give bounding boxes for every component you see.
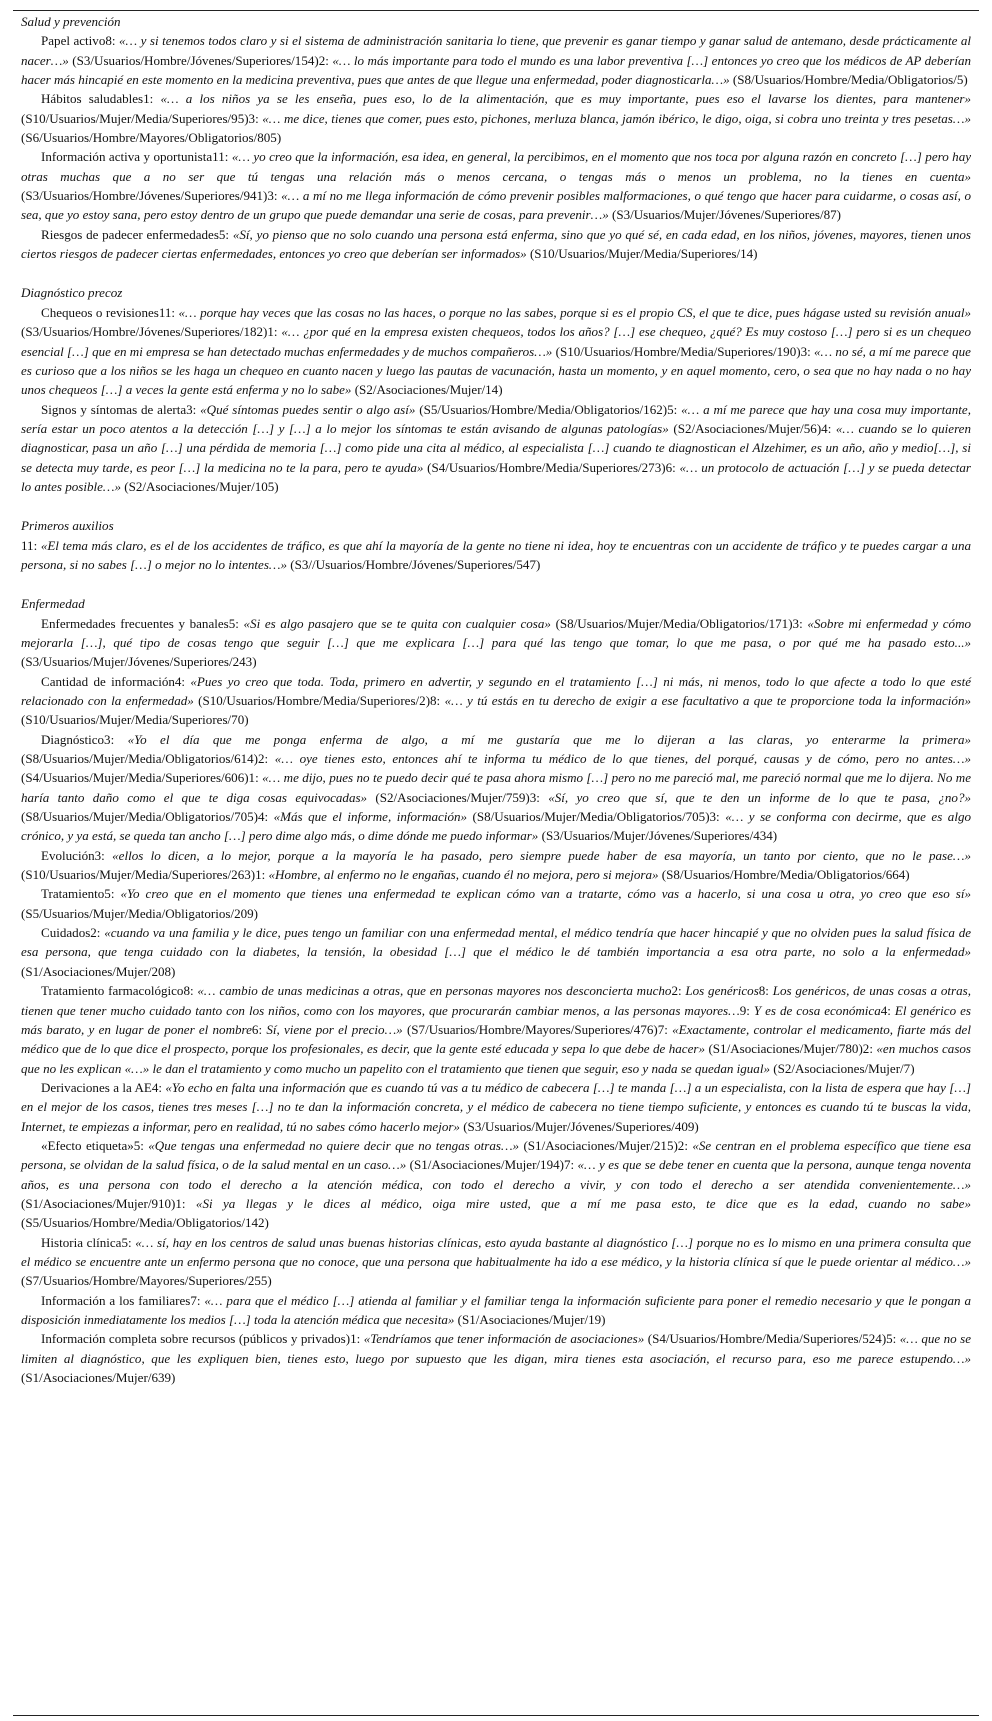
quote-text: «Sí, yo creo que sí, que te den un informe de lo que te pasa, ¿no?» bbox=[548, 789, 971, 805]
source-reference: (S8/Usuarios/Mujer/Media/Obligatorios/705)3: bbox=[467, 809, 726, 825]
source-reference: (S7/Usuarios/Hombre/Mayores/Superiores/476)7: bbox=[402, 1021, 673, 1037]
source-reference: (S3/Usuarios/Mujer/Jóvenes/Superiores/243) bbox=[21, 654, 257, 670]
category-label: Evolución3: bbox=[41, 847, 113, 863]
source-reference: (S3/Usuarios/Hombre/Jóvenes/Superiores/154)2: bbox=[68, 52, 333, 68]
category-label: 11: bbox=[21, 537, 41, 553]
section-heading: Salud y prevención bbox=[21, 14, 121, 29]
quote-text: «… a mí me parece que hay una cosa muy importante, sería estar un poco atentos a la detección […] y […] a lo mejor los síntomas te están avisando de algunas patologías» bbox=[21, 401, 971, 436]
quote-text: «Sí, yo pienso que no solo cuando una persona está enferma, sino que yo qué sé, en cada edad, en los niños, jóvenes, mayores, tienen unos ciertos riesgos de padecer ciertas enfermedades, entonces yo creo que deberían ser informados» bbox=[21, 226, 971, 262]
quote-text: «Hombre, al enfermo no le engañas, cuando él no mejora, pero si mejora» bbox=[268, 867, 659, 883]
entry-paragraph bbox=[21, 225, 971, 264]
entry-paragraph bbox=[21, 846, 971, 885]
source-reference: (S5/Usuarios/Hombre/Media/Obligatorios/142) bbox=[21, 1215, 269, 1231]
section-heading: Primeros auxilios bbox=[21, 518, 114, 534]
source-reference: (S1/Asociaciones/Mujer/194)7: bbox=[406, 1157, 578, 1173]
source-reference: (S2/Asociaciones/Mujer/14) bbox=[351, 382, 503, 398]
source-reference: (S1/Asociaciones/Mujer/19) bbox=[454, 1312, 606, 1327]
source-reference: (S3/Usuarios/Mujer/Jóvenes/Superiores/409) bbox=[459, 1118, 699, 1134]
source-reference: (S10/Usuarios/Hombre/Media/Superiores/2)8: bbox=[193, 693, 445, 708]
source-reference: (S1/Asociaciones/Mujer/639) bbox=[21, 1370, 176, 1386]
source-reference: (S3/Usuarios/Hombre/Jóvenes/Superiores/941)3: bbox=[21, 188, 282, 204]
table-body bbox=[21, 12, 971, 1387]
source-reference: (S2/Asociaciones/Mujer/759)3: bbox=[367, 789, 549, 805]
quote-text: «… lo más importante para todo el mundo es una labor preventiva […] entonces yo creo que los médicos de AP deberían hacer más hincapié en este momento en la medicina preventiva, pues que antes de que llegue una enfermedad, poder diagnosticarla…» bbox=[21, 52, 971, 88]
entry-paragraph bbox=[21, 31, 971, 89]
source-reference: (S4/Usuarios/Hombre/Media/Superiores/273)6: bbox=[423, 459, 680, 475]
section-heading: Enfermedad bbox=[21, 596, 85, 612]
quote-text: «… oye tienes esto, entonces ahí te informa tu médico de lo que tienes, del porqué, causas y de cómo, pero no antes…» bbox=[274, 751, 971, 767]
category-label: Cuidados2: bbox=[41, 925, 105, 941]
source-reference: (S4/Usuarios/Hombre/Media/Superiores/524)5: bbox=[644, 1331, 900, 1347]
quote-text: «… y tú estás en tu derecho de exigir a ese facultativo a que te proporcione toda la información» bbox=[444, 693, 971, 708]
quote-text: «… ¿por qué en la empresa existen chequeos, todos los años? […] ese chequeo, ¿qué? Es muy costoso […] pero si es un chequeo esencial […] que en mi empresa se han detectado muchas enfermedades y de muchos compañeros…» bbox=[21, 324, 971, 359]
entry-paragraph bbox=[21, 1078, 971, 1136]
quote-text: «… yo creo que la información, esa idea, en general, la percibimos, en el momento que nos toca por alguna razón en concreto […] pero hay otras muchas que a no ser que tú tengas una relación más o menos cercana, o tengas más o menos un problema, no la tienes en cuenta» bbox=[21, 149, 972, 184]
source-reference: (S5/Usuarios/Hombre/Media/Obligatorios/162)5: bbox=[415, 401, 682, 417]
source-reference: 6: bbox=[251, 1021, 267, 1037]
entry-paragraph bbox=[21, 1329, 971, 1387]
quote-text: «ellos lo dicen, a lo mejor, porque a la mayoría le ha pasado, pero siempre puede haber de esa mayoría, un tanto por ciento, que no le pase…» bbox=[112, 847, 971, 863]
quote-text: «Sobre mi enfermedad y cómo mejorarla […], qué tipo de cosas tengo que seguir […] que me explicara […] para qué las tengo que tomar, lo que me pasa, o por qué me ha pasado esto...» bbox=[21, 615, 972, 650]
quote-text: «Se centran en el problema específico que tiene esa persona, se olvidan de la salud física, o de la salud mental en un caso…» bbox=[21, 1137, 971, 1173]
source-reference: (S8/Usuarios/Mujer/Media/Obligatorios/614)2: bbox=[21, 751, 275, 767]
entry-paragraph bbox=[21, 1136, 971, 1233]
quote-text: «… que no se limiten al diagnóstico, que les expliquen bien, tienes esto, luego por supuesto que les digan, mira tienes esta asociación, el recurso para, eso me parece estupendo…» bbox=[21, 1331, 971, 1366]
source-reference: (S1/Asociaciones/Mujer/780)2: bbox=[704, 1041, 877, 1057]
quote-text: Los genéricos, de unas cosas a otras, tienen que tener mucho cuidado tanto con los niños, como con los mayores, que procurarán cambiar menos, a las personas mayores… bbox=[21, 983, 971, 1018]
table-bottom-rule bbox=[13, 1715, 979, 1716]
quote-text: «… y se conforma con decirme, que es algo crónico, y ya está, se queda tan ancho […] pero dime algo más, o dime dónde me puedo informar» bbox=[21, 809, 971, 844]
category-label: Papel activo8: bbox=[41, 33, 119, 49]
category-label: Diagnóstico3: bbox=[41, 731, 128, 747]
source-reference: (S8/Usuarios/Mujer/Media/Obligatorios/705)4: bbox=[21, 809, 274, 825]
quote-text: «Tendríamos que tener información de asociaciones» bbox=[363, 1331, 645, 1347]
source-reference: (S2/Asociaciones/Mujer/7) bbox=[769, 1060, 915, 1076]
entry-paragraph bbox=[21, 89, 971, 147]
quote-text: El genérico es más barato, y en lugar de poner el nombre bbox=[21, 1002, 971, 1037]
quote-text: «… me dice, tienes que comer, pues esto, pichones, merluza blanca, jamón ibérico, le digo, oiga, si cobra uno treinta y tres pesetas…» bbox=[262, 110, 971, 126]
table-top-rule bbox=[13, 10, 979, 11]
quote-text: Y es de cosa económica bbox=[753, 1002, 881, 1018]
category-label: «Efecto etiqueta»5: bbox=[41, 1137, 149, 1153]
quote-text: «… un protocolo de actuación […] y se pueda detectar lo antes posible…» bbox=[21, 459, 971, 494]
entry-paragraph bbox=[21, 981, 971, 1078]
source-reference: (S3/Usuarios/Hombre/Jóvenes/Superiores/182)1: bbox=[21, 324, 282, 340]
source-reference: (S1/Asociaciones/Mujer/208) bbox=[21, 963, 176, 979]
quote-text: «Yo echo en falta una información que es cuando tú vas a tu médico de cabecera […] te manda […] a un especialista, con la lista de espera que hay […] en el mejor de los casos, tienes tres meses […] no te dan la información concreta, y el médico de cabecera no tiene tiempo suficiente, y entonces es cuando tú te buscas la vida, Internet, te empiezas a informar, pero en realidad, tú no sabes cómo hacerlo mejor» bbox=[21, 1079, 971, 1134]
source-reference: (S2/Asociaciones/Mujer/105) bbox=[121, 478, 279, 494]
source-reference: (S8/Usuarios/Hombre/Media/Obligatorios/5) bbox=[729, 72, 968, 88]
quote-text: «Pues yo creo que toda. Toda, primero en advertir, y segundo en el tratamiento […] ni más, ni menos, todo lo que afecte a todo lo que esté relacionado con la enfermedad» bbox=[21, 673, 971, 708]
source-reference: (S10/Usuarios/Mujer/Media/Superiores/95)3: bbox=[21, 110, 263, 126]
section-spacer bbox=[21, 496, 971, 516]
quote-text: Los genéricos bbox=[685, 983, 759, 999]
quote-text: «Más que el informe, información» bbox=[273, 809, 468, 825]
source-reference: (S3/Usuarios/Mujer/Jóvenes/Superiores/434) bbox=[538, 828, 778, 844]
category-label: Información a los familiares7: bbox=[41, 1292, 205, 1308]
source-reference: (S5/Usuarios/Mujer/Media/Obligatorios/209) bbox=[21, 905, 258, 921]
quote-text: «Exactamente, controlar el medicamento, fiarte más del médico que de lo que dice el prospecto, porque los profesionales, es decir, que la gente esté educada y sepa lo que debe de hacer» bbox=[21, 1021, 971, 1057]
entry-paragraph bbox=[21, 730, 971, 846]
category-label: Cantidad de información4: bbox=[41, 673, 191, 689]
quote-text: «… cambio de unas medicinas a otras, que en personas mayores nos desconcierta mucho bbox=[197, 983, 672, 999]
category-label: Información activa y oportunista11: bbox=[41, 149, 232, 165]
category-label: Signos y síntomas de alerta3: bbox=[41, 401, 201, 417]
quote-text: «… cuando se lo quieren diagnosticar, pasa un año […] una pérdida de memoria […] como pide una cita al médico, al especialista […] cuando te diagnostican el Alzehimer, es un año, año y medio[…], si se detecta muy tarde, es peor […] la medicina no te la para, pero te ayuda» bbox=[21, 420, 971, 475]
source-reference: (S2/Asociaciones/Mujer/56)4: bbox=[668, 420, 836, 436]
category-label: Derivaciones a la AE4: bbox=[41, 1079, 166, 1095]
section-spacer bbox=[21, 574, 971, 594]
source-reference: (S4/Usuarios/Mujer/Media/Superiores/606)1: bbox=[21, 770, 263, 786]
entry-paragraph bbox=[21, 614, 971, 672]
quote-text: «… no sé, a mí me parece que es curioso que a los niños se les haga un chequeo en cuanto nacen y luego las pautas de vacunación, hasta un momento, y en aquel momento, cero, o sea que no hay nada o no hay unos chequeos […] a veces la gente está enferma y no lo sabe» bbox=[21, 343, 971, 398]
entry-paragraph bbox=[21, 1233, 971, 1291]
source-reference: 8: bbox=[758, 983, 773, 999]
category-label: Chequeos o revisiones11: bbox=[41, 304, 179, 320]
quote-text: «… a los niños ya se les enseña, pues eso, lo de la alimentación, que es muy importante, pues eso el lavarse los dientes, para mantener» bbox=[160, 91, 972, 107]
source-reference: 4: bbox=[880, 1002, 895, 1018]
source-reference: 9: bbox=[739, 1002, 754, 1018]
quote-text: «Qué síntomas puedes sentir o algo así» bbox=[200, 401, 416, 417]
quote-text: «Yo creo que en el momento que tienes una enfermedad te explican cómo van a tratarte, cómo vas a hacerlo, si una cosa u otra, yo creo que eso sí» bbox=[120, 886, 971, 902]
quote-text: Sí, viene por el precio…» bbox=[266, 1021, 403, 1037]
entry-paragraph bbox=[21, 672, 971, 730]
quote-text: «… sí, hay en los centros de salud unas buenas historias clínicas, esto ayuda bastante al diagnóstico […] porque no es lo mismo en una primera consulta que el médico se encuentre ante un enfermo persona que no conoce, que una persona que habitualmente ha ido a ese médico, y la historia clínica sí que le puede orientar al médico…» bbox=[21, 1234, 971, 1269]
source-reference: (S10/Usuarios/Hombre/Media/Superiores/190)3: bbox=[552, 343, 815, 359]
source-reference: (S3/Usuarios/Mujer/Jóvenes/Superiores/87) bbox=[608, 207, 842, 223]
entry-paragraph bbox=[21, 923, 971, 981]
category-label: Historia clínica5: bbox=[41, 1234, 136, 1250]
quote-text: «… porque hay veces que las cosas no las haces, o porque no las sabes, porque si es el propio CS, el que te dice, pues hágase usted su revisión anual» bbox=[178, 304, 971, 320]
category-label: Enfermedades frecuentes y banales5: bbox=[41, 615, 244, 631]
entry-paragraph bbox=[21, 147, 971, 224]
quote-text: «Si ya llegas y le dices al médico, oiga mire usted, que a mí me pasa esto, te dice que es la edad, cuando no sabe» bbox=[195, 1195, 971, 1211]
source-reference: (S6/Usuarios/Hombre/Mayores/Obligatorios/805) bbox=[21, 130, 282, 146]
entry-paragraph bbox=[21, 884, 971, 923]
category-label: Información completa sobre recursos (públicos y privados)1: bbox=[41, 1331, 364, 1347]
source-reference: (S3//Usuarios/Hombre/Jóvenes/Superiores/547) bbox=[287, 556, 541, 572]
category-label: Tratamiento farmacológico8: bbox=[41, 983, 198, 999]
quote-text: «… a mí no me llega información de cómo prevenir posibles malformaciones, o qué tengo que hacer para cuidarme, o cosas así, o sea, que yo estoy sana, pero estoy dentro de un grupo que puede demandar una serie de cosas, para prevenir…» bbox=[21, 188, 971, 223]
quote-text: «Que tengas una enfermedad no quiere decir que no tengas otras…» bbox=[148, 1137, 520, 1153]
quote-text: «… me dijo, pues no te puedo decir qué te pasa ahora mismo […] pero no me pareció mal, me pareció normal que me lo dijera. No me haría tanto daño como el que te diga cosas equivocadas» bbox=[21, 770, 971, 805]
quote-text: «… para que el médico […] atienda al familiar y el familiar tenga la información suficiente para poner el remedio necesario y que le pongan a disposición inmediatamente los medios […] toda la atención médica que necesita» bbox=[21, 1292, 971, 1327]
entry-paragraph bbox=[21, 303, 971, 400]
quote-text: «Yo el día que me ponga enferma de algo, a mí me gustaría que me lo dijeran a las claras, yo enterarme la primera» bbox=[127, 731, 971, 747]
source-reference: (S10/Usuarios/Mujer/Media/Superiores/14) bbox=[526, 246, 758, 262]
entry-paragraph bbox=[21, 536, 971, 575]
category-label: Tratamiento5: bbox=[41, 886, 121, 902]
source-reference: 2: bbox=[671, 983, 686, 999]
source-reference: (S1/Asociaciones/Mujer/910)1: bbox=[21, 1195, 196, 1211]
category-label: Riesgos de padecer enfermedades5: bbox=[41, 226, 233, 242]
quote-text: «… y es que se debe tener en cuenta que la persona, aunque tenga noventa años, es una persona con todo el derecho a la atención médica, con todo el derecho a vivir, y con todo el derecho a ser atendida convenientemente…» bbox=[21, 1157, 971, 1192]
quote-text: «… y si tenemos todos claro y si el sistema de administración sanitaria lo tiene, que prevenir es ganar tiempo y ganar salud de antemano, desde prácticamente al nacer…» bbox=[21, 33, 971, 68]
quote-text: «El tema más claro, es el de los accidentes de tráfico, es que ahí la mayoría de la gente no tiene ni idea, hoy te encuentras con un accidente de tráfico y te puedes cargar a una persona, si no sabes […] o mejor no lo intentes…» bbox=[21, 537, 972, 572]
source-reference: (S10/Usuarios/Mujer/Media/Superiores/70) bbox=[21, 712, 249, 728]
source-reference: (S7/Usuarios/Hombre/Mayores/Superiores/255) bbox=[21, 1273, 272, 1289]
entry-paragraph bbox=[21, 1291, 971, 1330]
category-label: Hábitos saludables1: bbox=[41, 91, 161, 107]
quote-text: «cuando va una familia y le dice, pues tengo un familiar con una enfermedad mental, el médico tendría que hacer hincapié y que no olviden pues la salud física de esa persona, que tenga cuidado con la diabetes, la tensión, la obesidad […] que el médico le dé también importancia a esa otra parte, no solo a la enfermedad» bbox=[21, 925, 972, 960]
entry-paragraph bbox=[21, 400, 971, 497]
quote-text: «en muchos casos que no les explican «…» le dan el tratamiento y como mucho un papelito con el tratamiento que tienen que seguir, eso y nada se quedan igual» bbox=[21, 1041, 972, 1076]
section-heading: Diagnóstico precoz bbox=[21, 285, 123, 301]
source-reference: (S8/Usuarios/Mujer/Media/Obligatorios/171)3: bbox=[550, 615, 808, 631]
source-reference: (S1/Asociaciones/Mujer/215)2: bbox=[519, 1137, 693, 1153]
source-reference: (S10/Usuarios/Mujer/Media/Superiores/263)1: bbox=[21, 867, 269, 883]
section-spacer bbox=[21, 263, 971, 283]
quote-text: «Si es algo pasajero que se te quita con cualquier cosa» bbox=[243, 615, 551, 631]
source-reference: (S8/Usuarios/Hombre/Media/Obligatorios/664) bbox=[658, 867, 910, 883]
